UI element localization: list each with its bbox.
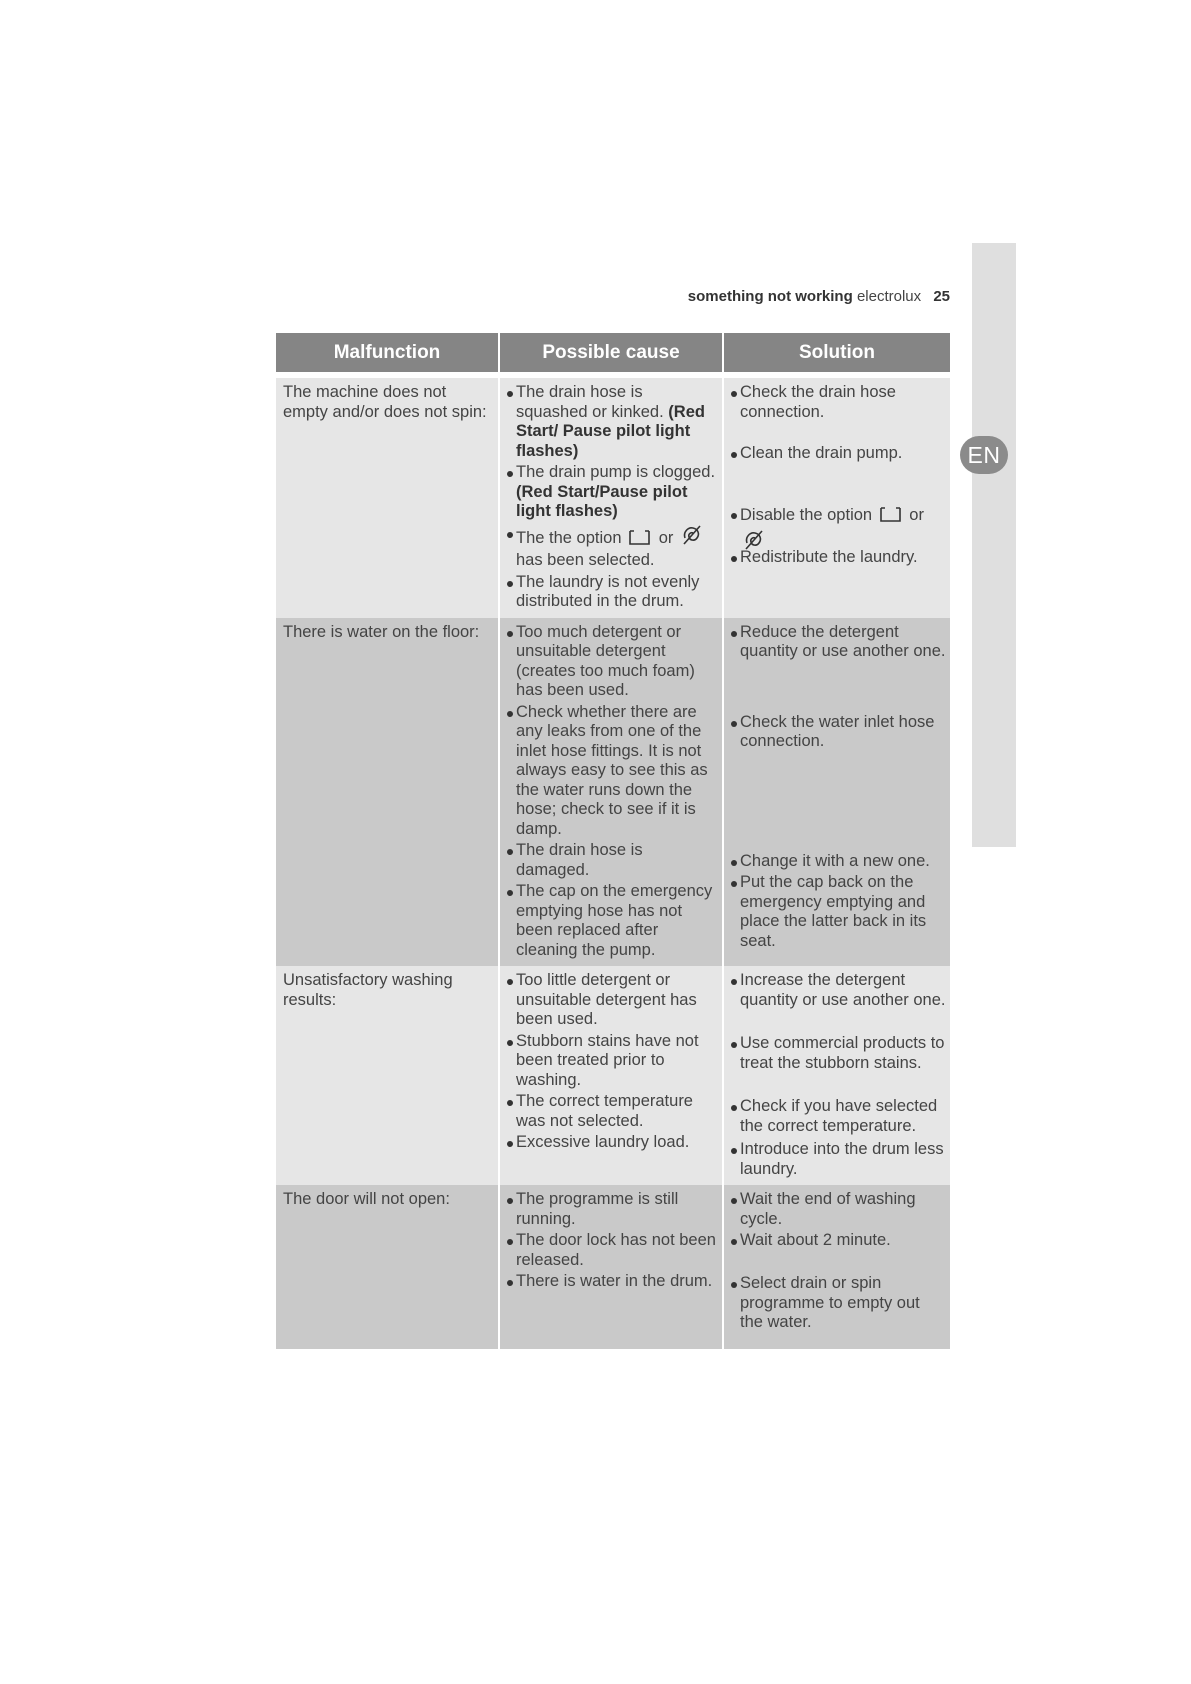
solution-text: Reduce the detergent quantity or use another one. [740,622,946,660]
solution-text: Check the drain hose connection. [740,383,896,421]
cause-item [506,841,718,880]
solution-text: Select drain or spin programme to empty out the water. [740,1274,920,1331]
table-row [276,378,950,618]
malfunction-text: The machine does not empty and/or does not spin: [283,383,487,421]
cause-note: (Red Start/ Pause pilot light flashes) [516,402,705,460]
solution-item [730,971,946,1032]
column-header-cause: Possible cause [500,333,722,378]
malfunction-text: There is water on the floor: [283,622,480,641]
solution-item [730,623,946,711]
solution-text: Introduce into the drum less laundry. [740,1140,944,1178]
cause-text: The laundry is not evenly distributed in the drum. [516,572,700,610]
solution-item [730,505,946,546]
page-number: 25 [933,288,950,305]
cause-item [506,524,718,571]
cause-item [506,971,718,1030]
cause-text: The programme is still running. [516,1190,679,1228]
cause-item [506,1272,718,1292]
cause-item [506,1092,718,1131]
table-header-row [276,333,950,378]
cause-item [506,1133,718,1153]
or-text: or [658,528,674,547]
cause-item [506,1231,718,1270]
solution-text: Redistribute the laundry. [740,548,918,566]
cause-item [506,463,718,522]
column-header-solution: Solution [724,333,950,378]
cause-cell [500,1185,722,1349]
or-text: or [909,506,924,524]
solution-item [730,548,946,568]
side-tab [972,243,1016,847]
malfunction-cell [276,1185,498,1349]
solution-item [730,1140,946,1179]
solution-text: Put the cap back on the emergency emptying and place the latter back in its seat. [740,873,927,950]
cause-item [506,703,718,840]
solution-item [730,444,946,503]
cause-note: (Red Start/Pause pilot light flashes) [516,482,688,520]
table-row [276,618,950,967]
malfunction-text: Unsatisfactory washing results: [283,971,453,1009]
table-row [276,1185,950,1349]
solution-item [730,1274,946,1333]
solution-item [730,852,946,872]
solution-item [730,873,946,951]
cause-cell [500,618,722,967]
page-header [688,288,950,305]
cause-text: Too much detergent or unsuitable detergent (creates too much foam) has been used. [516,622,695,699]
cause-item [506,383,718,461]
cause-item [506,882,718,960]
solution-text: Increase the detergent quantity or use another one. [740,971,946,1009]
solution-item [730,1190,946,1229]
column-header-malfunction: Malfunction [276,333,498,378]
solution-item [730,1034,946,1095]
table-row [276,966,950,1185]
no-spin-icon [680,524,704,552]
cause-item [506,1032,718,1091]
brand-name: electrolux [856,288,922,305]
cause-text: Stubborn stains have not been treated prior to washing. [516,1031,699,1089]
solution-cell [724,618,950,967]
cause-text: The cap on the emergency emptying hose has not been replaced after cleaning the pump. [516,882,713,959]
solution-item [730,1097,946,1138]
cause-cell [500,378,722,618]
solution-text: Use commercial products to treat the stubborn stains. [740,1034,945,1072]
cause-item [506,623,718,701]
malfunction-cell [276,618,498,967]
cause-text: The correct temperature was not selected. [516,1092,693,1130]
solution-item [730,383,946,442]
solution-text: Check if you have selected the correct temperature. [740,1097,938,1135]
cause-text: The drain hose is squashed or kinked. [516,383,664,421]
solution-text: Clean the drain pump. [740,444,903,462]
solution-text: Change it with a new one. [740,851,930,870]
solution-text: Disable the option [740,506,873,524]
cause-text: The the option [516,528,622,547]
cause-text: The drain pump is clogged. [516,463,716,481]
section-title: something not working [687,288,853,305]
cause-item [506,573,718,612]
cause-item [506,1190,718,1229]
solution-item [730,713,946,850]
language-badge: EN [960,436,1008,474]
malfunction-cell [276,966,498,1185]
cause-cell [500,966,722,1185]
solution-text: Check the water inlet hose connection. [740,712,935,750]
solution-cell [724,966,950,1185]
cause-text: has been selected. [516,551,655,569]
malfunction-text: The door will not open: [283,1190,450,1208]
rinse-hold-icon [879,505,903,529]
cause-text: Excessive laundry load. [516,1133,690,1151]
cause-text: Too little detergent or unsuitable detergent has been used. [516,971,697,1028]
solution-text: Wait the end of washing cycle. [740,1190,916,1228]
cause-text: Check whether there are any leaks from one of the inlet hose fittings. It is not always easy to see this as the water runs down the hose; check to see if it is damp. [516,702,708,838]
solution-cell [724,1185,950,1349]
solution-text: Wait about 2 minute. [740,1231,891,1249]
rinse-hold-icon [628,528,652,552]
cause-text: The drain hose is damaged. [516,841,643,879]
solution-item [730,1231,946,1272]
solution-cell [724,378,950,618]
cause-text: The door lock has not been released. [516,1231,716,1269]
malfunction-cell [276,378,498,618]
troubleshooting-table [274,333,952,1349]
cause-text: There is water in the drum. [516,1272,713,1290]
